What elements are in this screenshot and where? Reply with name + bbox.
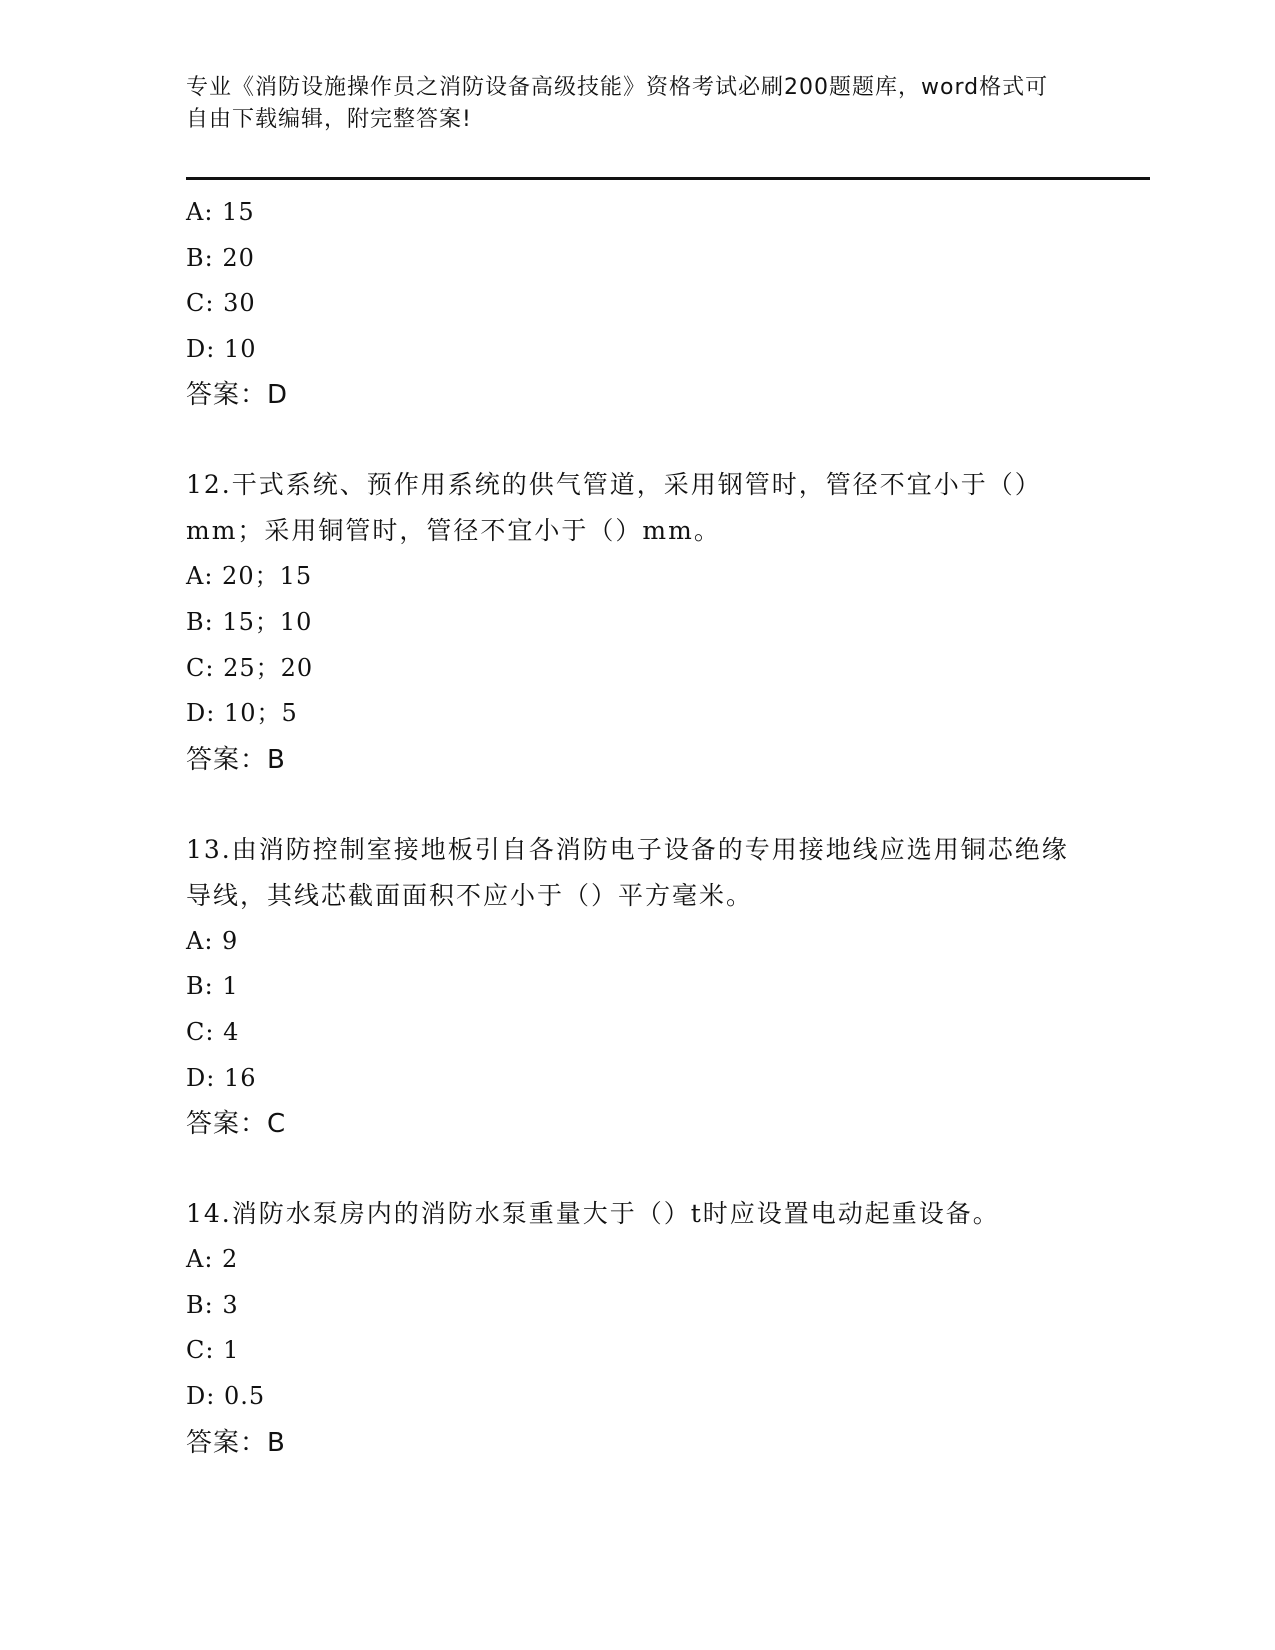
option-c: C: 4 xyxy=(186,1017,240,1046)
answer: 答案：C xyxy=(186,1109,287,1140)
question-11-continued xyxy=(186,190,1086,418)
document-body xyxy=(186,190,1086,1466)
option-b: B: 15；10 xyxy=(186,607,313,636)
option-c: C: 1 xyxy=(186,1336,240,1365)
question-14 xyxy=(186,1191,1086,1465)
option-a: A: 20；15 xyxy=(186,562,313,591)
option-b: B: 20 xyxy=(186,243,255,272)
option-d: D: 10；5 xyxy=(186,699,298,728)
question-text: 14.消防水泵房内的消防水泵重量大于（）t时应设置电动起重设备。 xyxy=(186,1199,1000,1229)
option-a: A: 15 xyxy=(186,198,255,226)
option-b: B: 3 xyxy=(186,1290,239,1319)
page-header: 专业《消防设施操作员之消防设备高级技能》资格考试必刷200题题库，word格式可自由下载编辑，附完整答案! xyxy=(186,75,1049,132)
option-c: C: 25；20 xyxy=(186,653,314,682)
option-a: A: 2 xyxy=(186,1245,239,1274)
option-b: B: 1 xyxy=(186,972,239,1001)
option-a: A: 9 xyxy=(186,926,239,955)
answer: 答案：D xyxy=(186,380,289,411)
option-d: D: 10 xyxy=(186,334,257,363)
option-d: D: 16 xyxy=(186,1063,257,1092)
question-13 xyxy=(186,827,1086,1147)
question-12 xyxy=(186,462,1086,782)
option-d: D: 0.5 xyxy=(186,1381,266,1410)
question-text: 12.干式系统、预作用系统的供气管道，采用钢管时，管径不宜小于（）mm；采用铜管时，管径不宜小于（）mm。 xyxy=(186,470,1042,546)
question-text: 13.由消防控制室接地板引自各消防电子设备的专用接地线应选用铜芯绝缘导线，其线芯截面面积不应小于（）平方毫米。 xyxy=(186,834,1069,910)
answer: 答案：B xyxy=(186,1427,286,1458)
option-c: C: 30 xyxy=(186,289,256,318)
header-divider xyxy=(186,177,1150,180)
answer: 答案：B xyxy=(186,744,286,775)
